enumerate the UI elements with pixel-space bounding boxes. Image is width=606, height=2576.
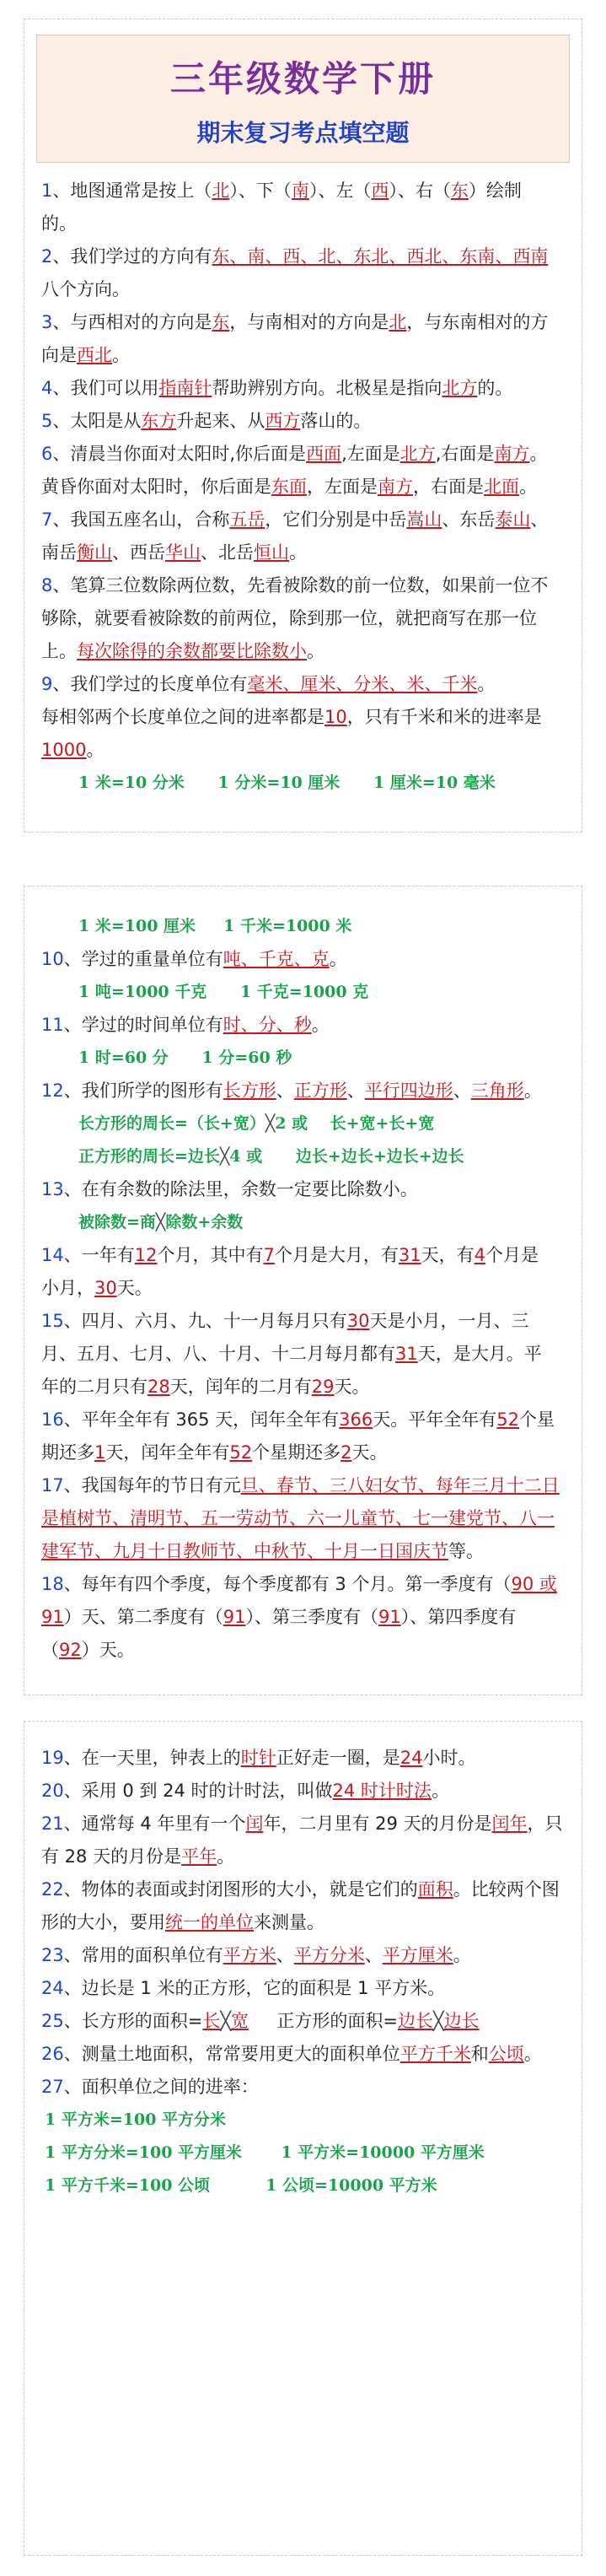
- item-25: 25、长方形的面积=长╳宽 正方形的面积=边长╳边长: [41, 2011, 480, 2031]
- item-6-line2: 黄昏你面对太阳时，你后面是东面，左面是南方，右面是北面。: [41, 477, 537, 497]
- formula-area-3: 1 平方千米=100 公顷 1 公顷=10000 平方米: [45, 2176, 437, 2195]
- card-2: [24, 886, 582, 1695]
- item-3: 3、与西相对的方向是东，与南相对的方向是北，与东南相对的方: [41, 312, 549, 332]
- item-2-line2: 八个方向。: [41, 279, 130, 299]
- item-1-line2: 的。: [41, 213, 77, 234]
- item-10: 10、学过的重量单位有吨、千克、克。: [41, 949, 347, 969]
- item-8-line3: 上。每次除得的余数都要比除数小。: [41, 641, 324, 661]
- formula-division: 被除数=商╳除数+余数: [78, 1213, 244, 1231]
- item-18-line2: 91）天、第二季度有（91）、第三季度有（91）、第四季度有: [41, 1607, 517, 1627]
- item-16-line2: 期还多1天，闰年全年有52个星期还多2天。: [41, 1442, 388, 1463]
- item-23: 23、常用的面积单位有平方米、平方分米、平方厘米。: [41, 1945, 471, 1965]
- item-27: 27、面积单位之间的进率：: [41, 2077, 259, 2097]
- item-8-line2: 够除，就要看被除数的前两位，除到那一位，就把商写在那一位: [41, 608, 537, 628]
- item-16: 16、平年全年有 365 天，闰年全年有366天。平年全年有52个星: [41, 1409, 555, 1430]
- item-15: 15、四月、六月、九、十一月每月只有30天是小月，一月、三: [41, 1311, 529, 1331]
- multiply-icon: ╳: [220, 2011, 231, 2031]
- card-1: [24, 19, 582, 833]
- multiply-icon: ╳: [155, 1213, 166, 1231]
- item-22: 22、物体的表面或封闭图形的大小，就是它们的面积。比较两个图: [41, 1879, 560, 1900]
- page-title: 三年级数学下册: [169, 58, 436, 100]
- title-box: [36, 35, 570, 163]
- item-22-line2: 形的大小，要用统一的单位来测量。: [41, 1912, 324, 1932]
- item-21-line2: 有 28 天的月份是平年。: [41, 1846, 235, 1867]
- item-24: 24、边长是 1 米的正方形，它的面积是 1 平方米。: [41, 1978, 446, 1998]
- multiply-icon: ╳: [265, 1114, 276, 1133]
- item-14: 14、一年有12个月，其中有7个月是大月，有31天，有4个月是: [41, 1245, 539, 1265]
- formula-length-units-2: 1 米=100 厘米 1 千米=1000 米: [78, 917, 352, 935]
- item-15-line2: 月、五月、七月、八、十月、十二月每月都有31天，是大月。平: [41, 1344, 542, 1364]
- item-18-line3: （92）天。: [41, 1640, 135, 1660]
- item-17: 17、我国每年的节日有元旦、春节、三八妇女节、每年三月十二日: [41, 1475, 560, 1495]
- item-7: 7、我国五座名山，合称五岳，它们分别是中岳嵩山、东岳泰山、: [41, 509, 549, 530]
- item-21: 21、通常每 4 年里有一个闰年，二月里有 29 天的月份是闰年，只: [41, 1813, 563, 1834]
- formula-time-units: 1 时=60 分 1 分=60 秒: [78, 1048, 292, 1067]
- multiply-icon: ╳: [433, 2011, 444, 2031]
- item-4: 4、我们可以用指南针帮助辨别方向。北极星是指向北方的。: [41, 378, 513, 398]
- item-13: 13、在有余数的除法里，余数一定要比除数小。: [41, 1179, 418, 1199]
- item-5: 5、太阳是从东方升起来、从西方落山的。: [41, 411, 372, 431]
- formula-weight-units: 1 吨=1000 千克 1 千克=1000 克: [78, 983, 369, 1001]
- item-1: 1、地图通常是按上（北）、下（南）、左（西）、右（东）绘制: [41, 181, 522, 201]
- item-17-line3: 建军节、九月十日教师节、中秋节、十月一日国庆节等。: [41, 1541, 484, 1561]
- item-7-line2: 南岳衡山、西岳华山、北岳恒山。: [41, 542, 307, 563]
- item-9-line2: 每相邻两个长度单位之间的进率都是10，只有千米和米的进率是: [41, 707, 542, 727]
- item-3-line2: 向是西北。: [41, 345, 130, 365]
- card-3: [24, 1721, 582, 2556]
- item-17-line2: 是植树节、清明节、五一劳动节、六一儿童节、七一建党节、八一: [41, 1508, 555, 1528]
- item-14-line2: 小月，30天。: [41, 1278, 153, 1298]
- item-8: 8、笔算三位数除两位数，先看被除数的前一位数，如果前一位不: [41, 575, 549, 595]
- formula-length-units: 1 米=10 分米 1 分米=10 厘米 1 厘米=10 毫米: [78, 773, 496, 792]
- formula-rectangle-perimeter: 长方形的周长=（长+宽）╳2 或 长+宽+长+宽: [78, 1114, 435, 1133]
- formula-area-1: 1 平方米=100 平方分米: [45, 2110, 227, 2129]
- item-26: 26、测量土地面积，常常要用更大的面积单位平方千米和公顷。: [41, 2044, 542, 2064]
- item-11: 11、学过的时间单位有时、分、秒。: [41, 1015, 330, 1035]
- formula-square-perimeter: 正方形的周长=边长╳4 或 边长+边长+边长+边长: [78, 1147, 464, 1166]
- multiply-icon: ╳: [219, 1147, 230, 1166]
- item-9: 9、我们学过的长度单位有毫米、厘米、分米、米、千米。: [41, 674, 496, 694]
- item-9-line3: 1000。: [41, 740, 105, 760]
- item-12: 12、我们所学的图形有长方形、正方形、平行四边形、三角形。: [41, 1081, 542, 1101]
- item-18: 18、每年有四个季度，每个季度都有 3 个月。第一季度有（90 或: [41, 1574, 557, 1594]
- item-2: 2、我们学过的方向有东、南、西、北、东北、西北、东南、西南: [41, 246, 549, 267]
- item-15-line3: 年的二月只有28天，闰年的二月有29天。: [41, 1377, 370, 1397]
- item-19: 19、在一天里，钟表上的时针正好走一圈，是24小时。: [41, 1748, 476, 1768]
- formula-area-2: 1 平方分米=100 平方厘米 1 平方米=10000 平方厘米: [45, 2143, 485, 2162]
- item-20: 20、采用 0 到 24 时的计时法，叫做24 时计时法。: [41, 1781, 449, 1801]
- page-subtitle: 期末复习考点填空题: [196, 119, 410, 147]
- item-6: 6、清晨当你面对太阳时,你后面是西面,左面是北方,右面是南方。: [41, 444, 548, 464]
